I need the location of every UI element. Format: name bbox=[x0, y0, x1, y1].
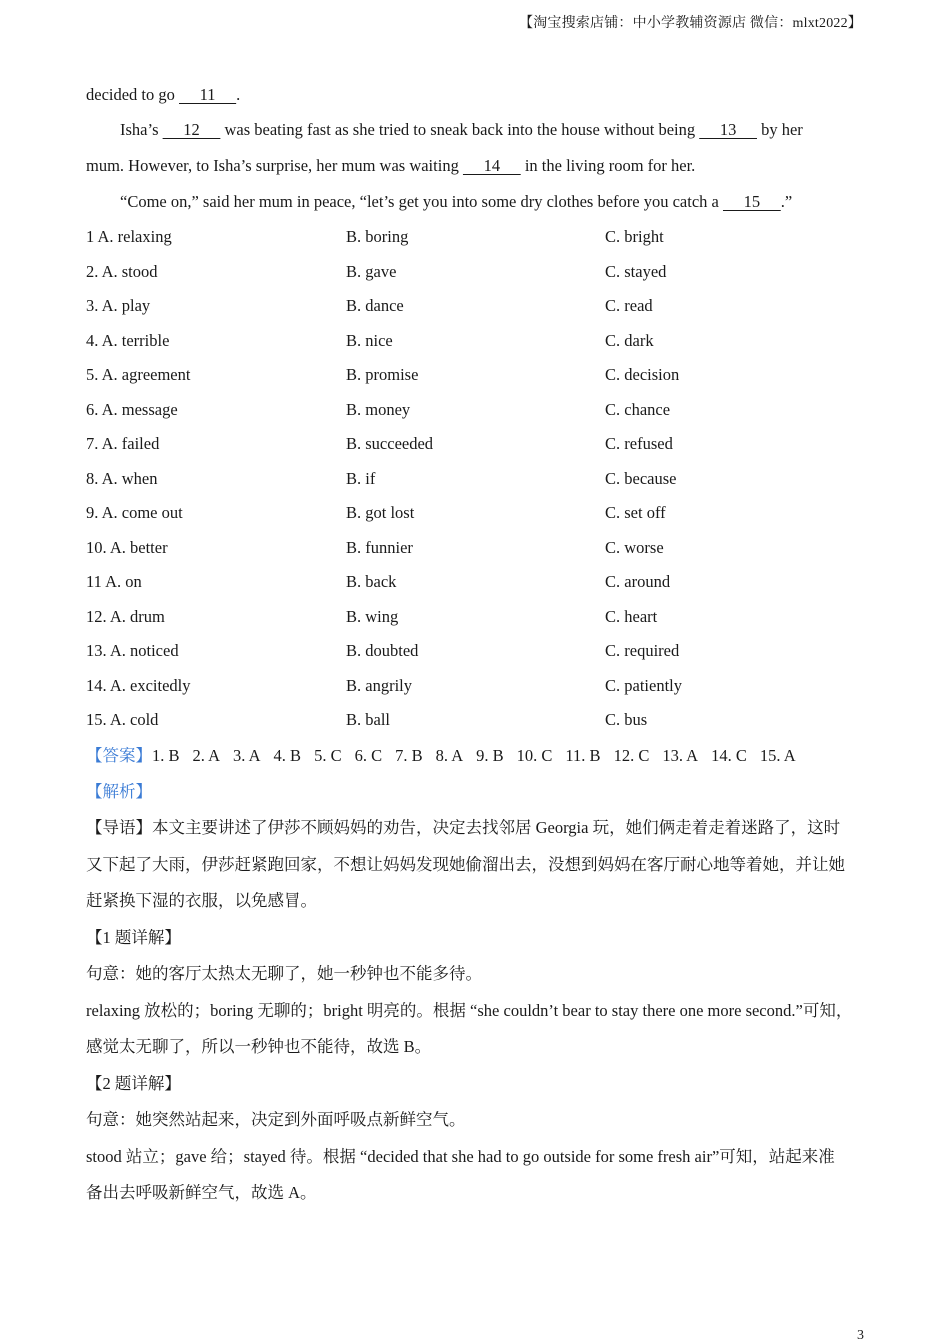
option-row-5 bbox=[86, 358, 866, 393]
option-a: 11 A. on bbox=[86, 572, 142, 591]
option-c: C. bright bbox=[605, 227, 664, 246]
passage-text: was beating fast as she tried to sneak back into the house without being bbox=[224, 120, 696, 139]
options-list bbox=[86, 220, 866, 738]
option-b: B. nice bbox=[346, 330, 393, 350]
option-a: 4. A. terrible bbox=[86, 330, 170, 350]
option-c: C. dark bbox=[605, 330, 654, 350]
intro-line: 又下起了大雨，伊莎赶紧跑回家，不想让妈妈发现她偷溜出去，没想到妈妈在客厅耐心地等着她，并让她 bbox=[86, 854, 845, 874]
answer-item: 12. C bbox=[613, 745, 650, 765]
option-c: C. required bbox=[605, 641, 680, 660]
answer-item: 10. C bbox=[516, 745, 553, 765]
intro-line: 【导语】本文主要讲述了伊莎不顾妈妈的劝告，决定去找邻居 Georgia 玩，她们俩走着走着迷路了，这时 bbox=[86, 818, 841, 837]
option-b: B. promise bbox=[346, 365, 419, 384]
answer-item: 11. B bbox=[565, 745, 601, 765]
blank-13: 13 bbox=[699, 120, 757, 139]
q2-explanation: 备出去呼吸新鲜空气，故选 A。 bbox=[86, 1183, 317, 1202]
page-number: 3 bbox=[857, 1328, 864, 1343]
option-a: 7. A. failed bbox=[86, 434, 160, 453]
answer-item: 15. A bbox=[759, 745, 796, 765]
page-header: 【淘宝搜索店铺：中小学教辅资源店 微信：mlxt2022】 bbox=[519, 16, 862, 31]
option-b: B. money bbox=[346, 399, 411, 419]
passage-text: “Come on,” said her mum in peace, “let’s get you into some dry clothes before you catch a bbox=[120, 192, 719, 211]
answer-item: 5. C bbox=[314, 745, 342, 765]
passage-text: Isha’s bbox=[120, 120, 159, 139]
blank-15: 15 bbox=[722, 192, 781, 211]
option-row-12 bbox=[86, 600, 866, 635]
option-c: C. decision bbox=[605, 365, 680, 384]
option-c: C. patiently bbox=[605, 675, 682, 695]
q1-meaning: 句意：她的客厅太热太无聊了，她一秒钟也不能多待。 bbox=[86, 964, 482, 983]
option-row-13 bbox=[86, 634, 866, 669]
option-a: 3. A. play bbox=[86, 296, 151, 315]
option-b: B. angrily bbox=[346, 675, 412, 695]
option-a: 8. A. when bbox=[86, 468, 158, 488]
option-row-10 bbox=[86, 531, 866, 566]
passage-text: .” bbox=[780, 192, 793, 211]
passage-line-4 bbox=[86, 184, 866, 220]
option-b: B. funnier bbox=[346, 537, 413, 557]
passage-text: by her bbox=[761, 120, 803, 139]
option-b: B. got lost bbox=[346, 503, 415, 522]
option-a: 9. A. come out bbox=[86, 503, 183, 522]
answer-label: 【答案】 bbox=[86, 745, 152, 765]
option-a: 13. A. noticed bbox=[86, 641, 179, 660]
passage-line-1 bbox=[86, 78, 866, 112]
passage-line-2 bbox=[86, 112, 866, 148]
option-b: B. boring bbox=[346, 227, 409, 246]
option-row-8 bbox=[86, 462, 866, 497]
option-b: B. back bbox=[346, 572, 397, 591]
option-c: C. because bbox=[605, 468, 677, 488]
passage-text: decided to go bbox=[86, 85, 175, 104]
option-row-7 bbox=[86, 427, 866, 462]
option-b: B. if bbox=[346, 468, 376, 488]
passage-text: in the living room for her. bbox=[524, 156, 696, 175]
option-row-11 bbox=[86, 565, 866, 600]
option-b: B. dance bbox=[346, 296, 404, 315]
option-a: 14. A. excitedly bbox=[86, 675, 191, 695]
answer-item: 2. A bbox=[192, 745, 221, 765]
option-c: C. stayed bbox=[605, 261, 667, 281]
option-row-2 bbox=[86, 255, 866, 290]
document-body bbox=[86, 78, 866, 1212]
answer-item: 13. A bbox=[662, 745, 699, 765]
option-c: C. around bbox=[605, 572, 671, 591]
option-a: 6. A. message bbox=[86, 399, 178, 419]
option-a: 5. A. agreement bbox=[86, 365, 191, 384]
q1-explanation: relaxing 放松的；boring 无聊的；bright 明亮的。根据 “she couldn’t bear to stay there one more second.”可知， bbox=[86, 1000, 853, 1020]
option-row-4 bbox=[86, 324, 866, 359]
answer-item: 14. C bbox=[711, 745, 747, 765]
option-c: C. read bbox=[605, 296, 653, 315]
option-a: 12. A. drum bbox=[86, 606, 165, 626]
option-b: B. doubted bbox=[346, 641, 419, 660]
option-a: 1 A. relaxing bbox=[86, 227, 172, 246]
q1-explanation: 感觉太无聊了，所以一秒钟也不能待，故选 B。 bbox=[86, 1037, 432, 1056]
blank-11: 11 bbox=[179, 85, 237, 104]
option-a: 2. A. stood bbox=[86, 261, 158, 281]
option-b: B. gave bbox=[346, 261, 397, 281]
option-c: C. refused bbox=[605, 434, 673, 453]
option-c: C. bus bbox=[605, 710, 648, 729]
passage-text: mum. However, to Isha’s surprise, her mum was waiting bbox=[86, 156, 459, 175]
option-row-14 bbox=[86, 669, 866, 704]
answer-item: 3. A bbox=[233, 745, 261, 765]
q2-meaning: 句意：她突然站起来，决定到外面呼吸点新鲜空气。 bbox=[86, 1110, 466, 1129]
analysis-label: 【解析】 bbox=[86, 781, 152, 801]
option-row-6 bbox=[86, 393, 866, 428]
option-a: 15. A. cold bbox=[86, 710, 159, 729]
intro-line: 赶紧换下湿的衣服，以免感冒。 bbox=[86, 891, 317, 910]
option-c: C. heart bbox=[605, 606, 658, 626]
answer-item: 8. A bbox=[435, 745, 464, 765]
option-b: B. ball bbox=[346, 710, 390, 729]
answer-item: 7. B bbox=[395, 745, 423, 765]
blank-12: 12 bbox=[162, 120, 221, 139]
blank-14: 14 bbox=[462, 156, 521, 175]
option-b: B. wing bbox=[346, 606, 399, 626]
answer-item: 1. B bbox=[152, 745, 180, 765]
q2-title: 【2 题详解】 bbox=[86, 1073, 181, 1093]
q1-title: 【1 题详解】 bbox=[86, 927, 181, 947]
q2-explanation: stood 站立；gave 给；stayed 待。根据 “decided that she had to go outside for some fresh air”可知，站起来准 bbox=[86, 1146, 835, 1166]
option-a: 10. A. better bbox=[86, 537, 168, 557]
passage-text: . bbox=[236, 85, 241, 104]
answer-item: 6. C bbox=[354, 745, 383, 765]
answer-key bbox=[86, 738, 866, 774]
option-b: B. succeeded bbox=[346, 434, 434, 453]
option-row-3 bbox=[86, 289, 866, 324]
option-c: C. set off bbox=[605, 503, 666, 522]
answer-item: 4. B bbox=[273, 745, 302, 765]
option-row-9 bbox=[86, 496, 866, 531]
answer-item: 9. B bbox=[476, 745, 504, 765]
option-row-1 bbox=[86, 220, 866, 255]
passage-line-3 bbox=[86, 148, 866, 184]
option-row-15 bbox=[86, 703, 866, 738]
option-c: C. chance bbox=[605, 399, 671, 419]
option-c: C. worse bbox=[605, 537, 664, 557]
